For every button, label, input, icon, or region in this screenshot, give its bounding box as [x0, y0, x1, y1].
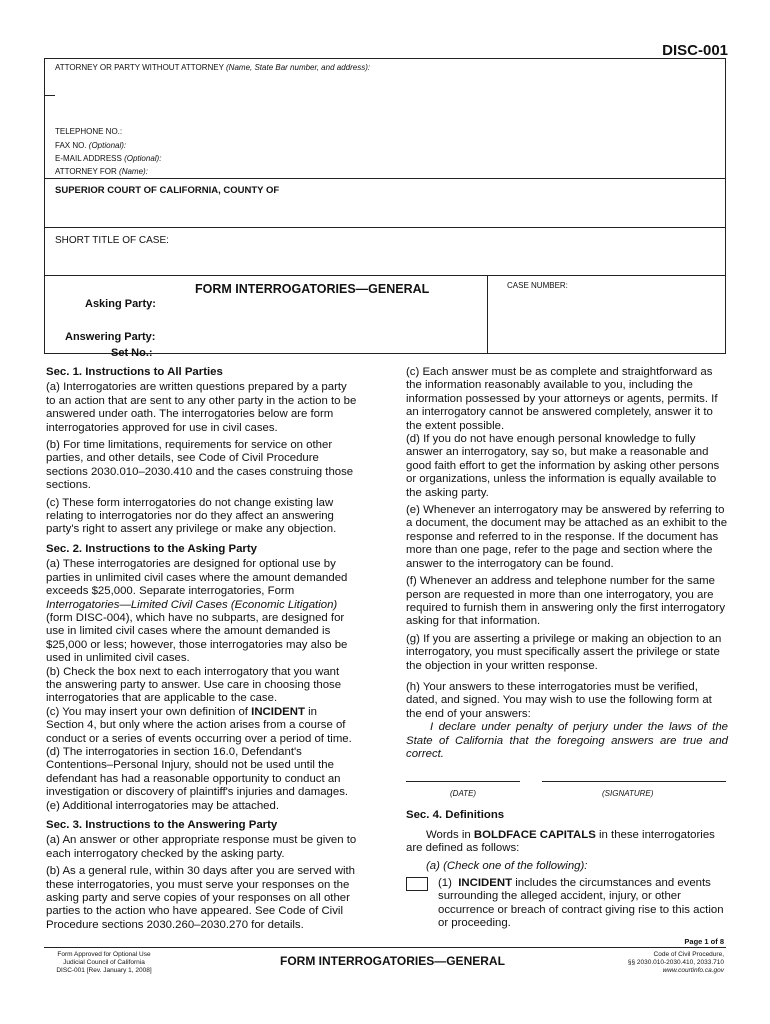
email-note: (Optional):: [124, 154, 162, 163]
answering-party-input[interactable]: [175, 329, 475, 343]
fax-row: [55, 141, 126, 150]
telephone-input[interactable]: [125, 125, 425, 136]
paragraph-part: (a) These interrogatories are designed for optional use by parties in unlimited civil cases where the amount demanded exceeds $25,000. Separate interrogatories, Form: [46, 558, 348, 598]
paragraph: [46, 558, 358, 665]
set-no-label: Set No.:: [111, 347, 153, 359]
paragraph: (h) Your answers to these interrogatories must be verified, dated, and signed. You may wish to use the following form at the end of your answers:: [406, 680, 712, 720]
definition-text: [438, 877, 728, 931]
form-title: FORM INTERROGATORIES—GENERAL: [195, 282, 430, 296]
asking-party-label: Asking Party:: [85, 298, 156, 310]
paragraph: (b) As a general rule, within 30 days after you are served with these interrogatories, you must serve your responses on the asking party and serve copies of your responses on all other parties to the action who have appeared. See Code of Civil Procedure sections 2030.260–2030.270 for details.: [46, 865, 355, 931]
case-number-input[interactable]: [495, 295, 721, 345]
paragraph: (c) These form interrogatories do not change existing law relating to interrogatories nor do they affect an answering party's right to assert any privilege or make any objection.: [46, 496, 337, 536]
short-title-label: SHORT TITLE OF CASE:: [55, 235, 169, 246]
paragraph: (a) An answer or other appropriate response must be given to each interrogatory checked by the asking party.: [46, 834, 357, 860]
footer-line: Code of Civil Procedure,: [653, 951, 724, 958]
fax-note: (Optional):: [88, 141, 127, 150]
telephone-label: TELEPHONE NO.:: [55, 127, 123, 136]
date-line[interactable]: [406, 781, 520, 782]
email-row: [55, 154, 161, 163]
asking-party-input[interactable]: [175, 296, 475, 310]
defined-term: INCIDENT: [251, 705, 305, 718]
footer-link[interactable]: www.courtinfo.ca.gov: [662, 967, 724, 974]
attorney-for-label: ATTORNEY FOR: [55, 167, 117, 176]
footer-line: Form Approved for Optional Use: [57, 951, 151, 958]
court-label: SUPERIOR COURT OF CALIFORNIA, COUNTY OF: [55, 185, 280, 196]
paragraph: (a) Interrogatories are written questions prepared by a party to an action that are sent to any other party in the action to be answered under oath. The interrogatories below are form interrogatories approved for use in civil cases.: [46, 381, 357, 434]
attorney-for-input[interactable]: [155, 165, 455, 176]
footer-title: FORM INTERROGATORIES—GENERAL: [280, 954, 505, 968]
divider: [45, 275, 725, 276]
paragraph: (b) Check the box next to each interrogatory that you want the answering party to answer. Use care in choosing those interrogatories that are applicable to the case.: [46, 665, 342, 705]
footer-line: Judicial Council of California: [63, 959, 145, 966]
paragraph: (e) Additional interrogatories may be attached.: [46, 799, 280, 812]
set-no-input[interactable]: [175, 345, 295, 353]
footer-line: DISC-001 [Rev. January 1, 2008]: [56, 967, 152, 974]
paragraph-part: (c) You may insert your own definition of: [46, 705, 248, 718]
footer-left: [44, 951, 164, 975]
county-input[interactable]: [245, 183, 705, 195]
paragraph-part: in Section 4, but only where the action arises from a course of conduct or a series of events occurring over a period of time.: [46, 705, 352, 745]
form-citation: Interrogatories—Limited Civil Cases (Economic Litigation): [46, 598, 338, 611]
paragraph-part: includes the circumstances and events surrounding the alleged accident, injury, or other occurrence or breach of contract giving rise to this action or proceeding.: [438, 877, 724, 930]
defined-term: BOLDFACE CAPITALS: [473, 828, 596, 841]
divider-vertical: [487, 275, 488, 353]
paragraph: (d) The interrogatories in section 16.0, Defendant's Contentions–Personal Injury, should not be used until the defendant has had a reasonable opportunity to conduct an investigation or discovery of plaintiff's injuries and damages.: [46, 745, 349, 799]
attorney-for-row: [55, 167, 148, 176]
attorney-label: ATTORNEY OR PARTY WITHOUT ATTORNEY: [55, 63, 224, 72]
paragraph: (c) Each answer must be as complete and straightforward as the information reasonably available to you, including the information possessed by your attorneys or agents, permits. If an interrogatory cannot be answered completely, answer it to the extent possible.: [406, 366, 718, 432]
paragraph: (a) (Check one of the following):: [426, 859, 588, 872]
attorney-note: (Name, State Bar number, and address):: [226, 63, 371, 72]
fax-input[interactable]: [125, 139, 425, 150]
section-heading: Sec. 3. Instructions to the Answering Party: [46, 819, 278, 831]
defined-term: INCIDENT: [458, 877, 513, 889]
paragraph: [406, 829, 728, 856]
footer-right: [544, 951, 724, 975]
fax-label: FAX NO.: [55, 141, 87, 150]
form-id: DISC-001: [662, 42, 728, 59]
date-label: (DATE): [450, 789, 477, 799]
divider: [45, 178, 725, 179]
attorney-for-note: (Name):: [119, 167, 148, 176]
paragraph-part: Words in: [426, 828, 471, 841]
divider: [45, 227, 725, 228]
signature-label: (SIGNATURE): [602, 789, 654, 799]
left-column: [46, 362, 358, 936]
attorney-label-row: [55, 63, 370, 72]
paragraph: (d) If you do not have enough personal knowledge to fully answer an interrogatory, say so, but make a reasonable and good faith effort to get the information by asking other persons or organizations, unless the information is equally available to the asking party.: [406, 433, 720, 499]
email-input[interactable]: [155, 152, 455, 163]
paragraph: (b) For time limitations, requirements for service on other parties, and other details, see Code of Civil Procedure sections 2030.010–2030.410 and the cases construing those sections.: [46, 439, 354, 492]
section-heading: Sec. 4. Definitions: [406, 809, 505, 822]
paragraph: (g) If you are asserting a privilege or making an objection to an interrogatory, you must specifically assert the privilege or state the objection in your written response.: [406, 632, 722, 672]
section-heading: Sec. 1. Instructions to All Parties: [46, 366, 223, 378]
section-heading: Sec. 2. Instructions to the Asking Party: [46, 542, 257, 555]
paragraph: (f) Whenever an address and telephone number for the same person are requested in more than one interrogatory, you are required to furnish them in answering only the first interrogatory asking for that information.: [406, 575, 726, 628]
attorney-input[interactable]: [55, 75, 715, 127]
item-number: (1): [438, 877, 452, 889]
paragraph: [46, 706, 358, 746]
paragraph-part: (form DISC-004), which have no subparts, are designed for use in limited civil cases where the amount demanded is $25,000 or less; however, those interrogatories may also be used in unlimited civil cases.: [46, 611, 348, 665]
incident-checkbox[interactable]: [406, 877, 428, 891]
short-title-input[interactable]: [175, 233, 695, 247]
declaration: I declare under penalty of perjury under the laws of the State of California that the foregoing answers are true and correct.: [406, 721, 728, 760]
signature-block: [406, 771, 728, 807]
signature-line[interactable]: [542, 781, 726, 782]
paragraph-part: in these interrogatories are defined as follows:: [406, 828, 715, 855]
margin-tick: [45, 95, 55, 96]
paragraph: (e) Whenever an interrogatory may be answered by referring to a document, the document may be attached as an exhibit to the response and referred to in the response. If the document has more than one page, refer to the page and section where the answer to the interrogatory can be found.: [406, 504, 728, 570]
case-number-label: CASE NUMBER:: [507, 281, 568, 290]
right-column: [406, 366, 728, 931]
footer-divider: [44, 947, 726, 948]
answering-party-label: Answering Party:: [65, 331, 156, 343]
definition-item: [406, 877, 728, 931]
page-number: Page 1 of 8: [684, 937, 724, 946]
email-label: E-MAIL ADDRESS: [55, 154, 122, 163]
caption-box: [44, 58, 726, 359]
footer-line: §§ 2030.010-2030.410, 2033.710: [627, 959, 724, 966]
